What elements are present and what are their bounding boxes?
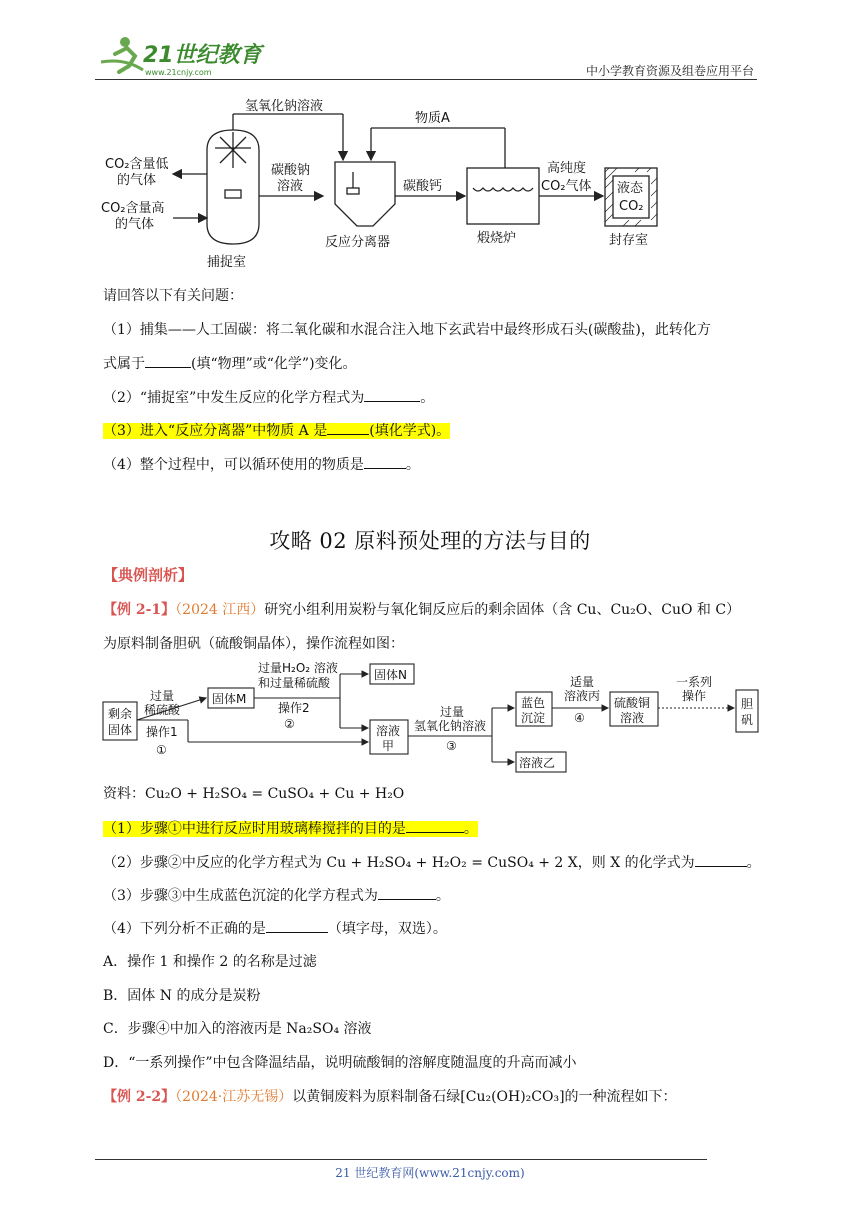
- label-furnace: 煅烧炉: [477, 231, 517, 246]
- section-tag: 【典例剖析】: [103, 566, 194, 584]
- ex21-material: 资料：Cu₂O + H₂SO₄ = CuSO₄ + Cu + H₂O: [103, 786, 405, 802]
- answer-blank: [378, 885, 436, 900]
- answer-blank: [327, 420, 369, 435]
- label-co2-low-2: 的气体: [117, 173, 157, 188]
- label-pure-2: CO₂气体: [541, 179, 592, 194]
- label-co2-low-1: CO₂含量低: [105, 157, 169, 172]
- ex21-option-b: B．固体 N 的成分是炭粉: [103, 988, 261, 1004]
- label-excess-acid-1: 过量: [150, 689, 175, 703]
- header-platform-text: 中小学教育资源及组卷应用平台: [585, 64, 754, 78]
- label-sol-jia-2: 甲: [382, 739, 395, 753]
- answer-blank: [364, 387, 420, 402]
- ex21-option-a: A．操作 1 和操作 2 的名称是过滤: [103, 954, 317, 970]
- q-intro: 请回答以下有关问题：: [103, 288, 243, 304]
- footer-text: 21 世纪教育网(www.21cnjy.com): [335, 1166, 525, 1180]
- ex21-line-1: 【例 2-1】（2024 江西）研究小组利用炭粉与氧化铜反应后的剩余固体（含 Cu、Cu₂O、CuO 和 C）: [103, 602, 741, 618]
- q3-line: （3）进入“反应分离器”中物质 A 是 (填化学式)。: [103, 420, 450, 441]
- label-co2-high-2: 的气体: [115, 217, 155, 232]
- label-blue-1: 蓝色: [521, 696, 546, 710]
- label-cuso4-1: 硫酸铜: [614, 696, 651, 710]
- label-naoh: 氢氧化钠溶液: [245, 99, 324, 114]
- q1-line-a: （1）捕集——人工固碳：将二氧化碳和水混合注入地下玄武岩中最终形成石头(碳酸盐)，此转化方: [103, 322, 711, 338]
- ex21-option-d: D．“一系列操作”中包含降温结晶，说明硫酸铜的溶解度随温度的升高而减小: [103, 1055, 577, 1071]
- label-residue-2: 固体: [108, 723, 133, 737]
- label-co2-high-1: CO₂含量高: [101, 201, 165, 216]
- label-sol-jia-1: 溶液: [376, 724, 401, 738]
- logo-url: www.21cnjy.com: [145, 68, 212, 77]
- label-danfan-2: 矾: [741, 713, 754, 727]
- label-series-2: 操作: [682, 689, 707, 703]
- label-step2: ②: [284, 717, 295, 731]
- label-bing-2: 溶液丙: [564, 689, 601, 703]
- label-bing-1: 适量: [570, 675, 595, 689]
- label-h2o2-1: 过量H₂O₂ 溶液: [258, 661, 338, 675]
- label-liquid-2: CO₂: [619, 199, 644, 214]
- label-residue-1: 剩余: [108, 707, 133, 721]
- ex21-option-c: C．步骤④中加入的溶液丙是 Na₂SO₄ 溶液: [103, 1021, 372, 1037]
- answer-blank: [145, 353, 191, 368]
- label-naoh-2: 氢氧化钠溶液: [414, 719, 487, 733]
- runner-logo-icon: [101, 37, 143, 72]
- label-h2o2-2: 和过量稀硫酸: [258, 676, 331, 690]
- cuso4-flow-diagram: [100, 660, 760, 776]
- label-solid-n: 固体N: [374, 668, 407, 682]
- label-cuso4-2: 溶液: [620, 711, 645, 725]
- answer-blank: [266, 918, 328, 933]
- label-step1: ①: [156, 743, 167, 757]
- ex22-line: 【例 2-2】（2024·江苏无锡）以黄铜废料为原料制备石绿[Cu₂(OH)₂CO₃]的一种流程如下：: [103, 1089, 677, 1105]
- label-na2co3-1: 碳酸钠: [271, 163, 311, 178]
- label-step3: ③: [446, 739, 457, 753]
- answer-blank: [364, 454, 406, 469]
- label-series-1: 一系列: [676, 675, 713, 689]
- answer-blank: [695, 852, 747, 867]
- label-blue-2: 沉淀: [521, 711, 546, 725]
- section-title: 攻略 02 原料预处理的方法与目的: [269, 529, 591, 553]
- label-excess-acid-2: 稀硫酸: [144, 703, 181, 717]
- label-solid-m: 固体M: [212, 692, 247, 706]
- label-caco3: 碳酸钙: [403, 179, 443, 194]
- label-sol-yi: 溶液乙: [519, 756, 556, 770]
- ex21-step2: （2）步骤②中反应的化学方程式为 Cu + H₂SO₄ + H₂O₂ = CuSO₄ + 2 X，则 X 的化学式为 。: [103, 852, 761, 873]
- label-storage: 封存室: [609, 233, 649, 248]
- logo-text: 21世纪教育: [143, 43, 262, 68]
- site-logo: [95, 32, 265, 80]
- label-op2: 操作2: [278, 701, 310, 715]
- q2-line: （2）“捕捉室”中发生反应的化学方程式为 。: [103, 387, 434, 408]
- header-divider: [95, 79, 757, 80]
- label-step4: ④: [574, 711, 585, 725]
- label-naoh-1: 过量: [440, 705, 465, 719]
- q1-line-b: 式属于 (填“物理”或“化学”)变化。: [103, 353, 357, 374]
- footer-divider: [95, 1159, 707, 1160]
- q4-line: （4）整个过程中，可以循环使用的物质是 。: [103, 454, 420, 475]
- ex21-step1: （1）步骤①中进行反应时用玻璃棒搅拌的目的是 。: [103, 818, 478, 839]
- ex21-step4: （4）下列分析不正确的是 （填字母，双选）。: [103, 918, 447, 939]
- ex21-line-2: 为原料制备胆矾（硫酸铜晶体），操作流程如图：: [103, 636, 404, 652]
- label-capture-room: 捕捉室: [207, 255, 247, 270]
- answer-blank: [406, 818, 464, 833]
- label-reactor: 反应分离器: [325, 235, 391, 250]
- label-na2co3-2: 溶液: [277, 179, 304, 194]
- label-liquid-1: 液态: [617, 181, 644, 196]
- label-pure-1: 高纯度: [547, 161, 587, 176]
- co2-capture-diagram: [95, 92, 695, 280]
- label-danfan-1: 胆: [741, 697, 754, 711]
- label-op1: 操作1: [146, 725, 178, 739]
- ex21-step3: （3）步骤③中生成蓝色沉淀的化学方程式为 。: [103, 885, 450, 906]
- label-substance-a: 物质A: [415, 111, 450, 126]
